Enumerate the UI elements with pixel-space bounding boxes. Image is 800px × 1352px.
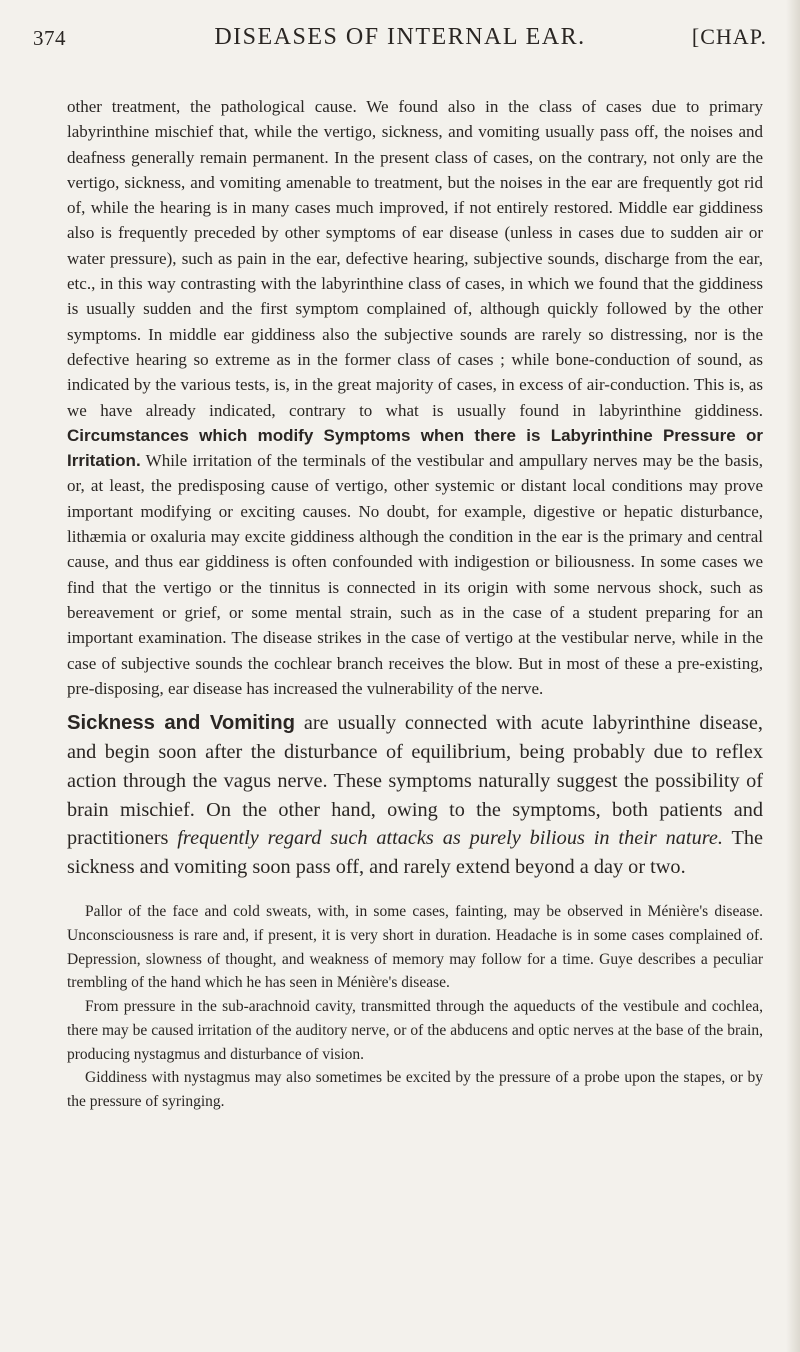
running-title: DISEASES OF INTERNAL EAR.: [214, 24, 586, 50]
paragraph-middle-ear-giddiness: [67, 94, 763, 701]
chapter-tag: [CHAP.: [691, 24, 767, 49]
paragraph-pressure: From pressure in the sub-arachnoid cavity, transmitted through the aqueducts of the vestibule and cochlea, there may be caused irritation of the auditory nerve, or of the abducens and optic nerves at the base of the brain, producing nystagmus and disturbance of vision.: [67, 998, 763, 1063]
paragraph-giddiness-nystagmus: Giddiness with nystagmus may also sometimes be excited by the pressure of a probe upon the stapes, or by the pressure of syringing.: [67, 1069, 763, 1111]
paragraph-pallor: Pallor of the face and cold sweats, with, in some cases, fainting, may be observed in Ménière's disease. Unconsciousness is rare and, if present, it is very short in duration. Headache is in some cases complained of. Depression, slowness of thought, and weakness of memory may follow for a time. Guye describes a peculiar trembling of the hand which he has seen in Ménière's disease.: [67, 902, 763, 992]
paragraph-text: other treatment, the pathological cause. We found also in the class of cases due to primary labyrinthine mischief that, while the vertigo, sickness, and vomiting usually pass off, the noises and deafness generally remain permanent. In the present class of cases, on the contrary, not only are the vertigo, sickness, and vomiting amenable to treatment, but the noises in the ear are frequently got rid of, while the hearing is in many cases much improved, if not entirely restored. Middle ear giddiness also is frequently preceded by other symptoms of ear disease (unless in cases due to sudden air or water pressure), such as pain in the ear, defective hearing, subjective sounds, discharge from the ear, etc., in this way contrasting with the labyrinthine class of cases, in which we found that the giddiness is usually sudden and the first symptom complained of, although quickly followed by the other symptoms. In middle ear giddiness also the subjective sounds are rarely so distressing, nor is the defective hearing so extreme as in the former class of cases ; while bone-conduction of sound, as indicated by the various tests, is, in the great majority of cases, in excess of air-conduction. This is, as we have already indicated, contrary to what is usually found in labyrinthine giddiness.: [67, 97, 763, 420]
page-header: [33, 22, 767, 62]
paragraph-sickness-vomiting: [67, 709, 763, 882]
paragraph-text: are usually connected with acute labyrinthine disease, and begin soon after the disturbance of equilibrium, being probably due to reflex action through the vagus nerve. These symptoms naturally suggest the possibility of brain mischief. On the other hand, owing to the symptoms, both patients and practitioners: [67, 712, 763, 850]
italic-phrase: frequently regard such attacks as purely bilious in their nature.: [177, 827, 723, 850]
page-number: 374: [33, 26, 66, 50]
section-heading-circumstances: Circumstances which modify Symptoms when there is Labyrinthine Pressure or Irritation.: [67, 425, 763, 471]
paragraph-text: The sickness and vomiting soon pass off, and rarely extend beyond a day or two.: [67, 827, 763, 879]
page-edge-shadow: [786, 0, 800, 1352]
section-heading-sickness: Sickness and Vomiting: [67, 712, 296, 735]
body-text: [67, 94, 763, 1114]
paragraph-text: While irritation of the terminals of the vestibular and ampullary nerves may be the basis, or, at least, the predisposing cause of vertigo, other systemic or distant local conditions may prove important modifying or exciting causes. No doubt, for example, digestive or hepatic disturbance, lithæmia or oxaluria may excite giddiness although the condition in the ear is the primary and central cause, and thus ear giddiness is often confounded with indigestion or biliousness. In some cases we find that the vertigo or the tinnitus is connected in its origin with some nervous shock, such as bereavement or grief, or some mental strain, such as in the case of a student preparing for an important examination. The disease strikes in the case of vertigo at the vestibular nerve, while in the case of subjective sounds the cochlear branch receives the blow. But in most of these a pre-existing, pre-disposing, ear disease has increased the vulnerability of the nerve.: [67, 451, 763, 698]
